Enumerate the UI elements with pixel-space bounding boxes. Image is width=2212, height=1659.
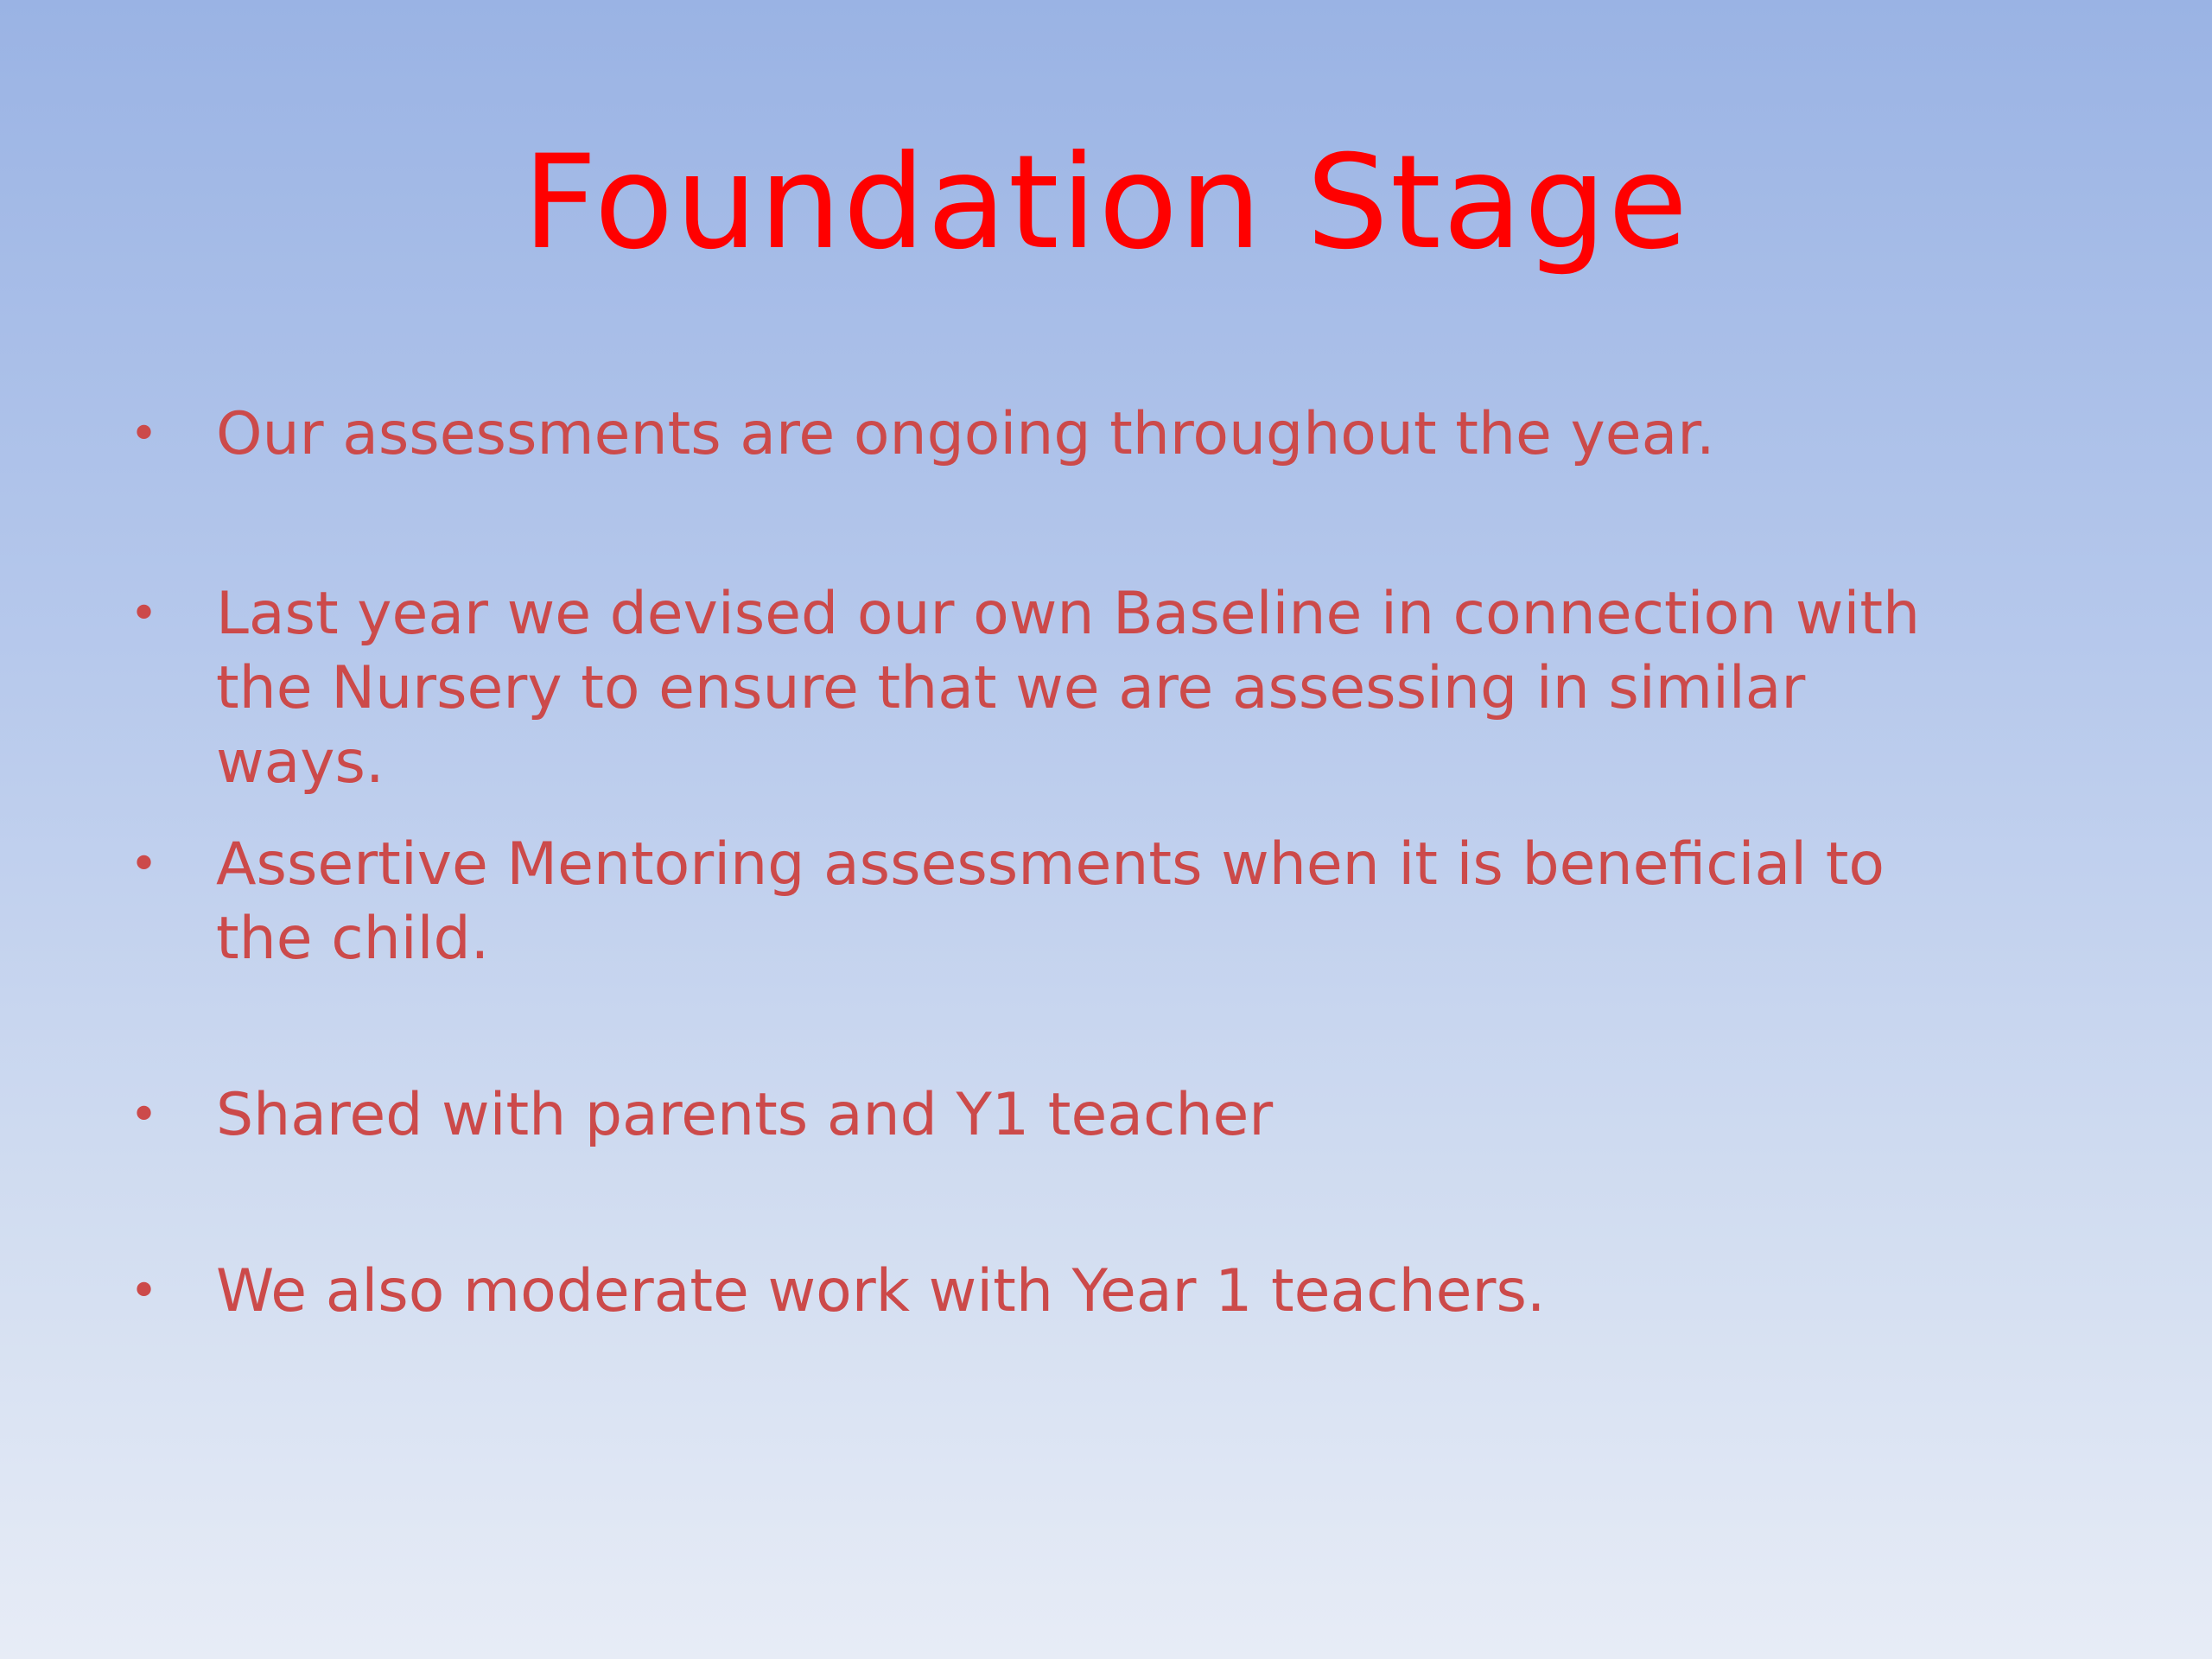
bullet-text: Shared with parents and Y1 teacher <box>216 1081 1274 1149</box>
bullet-icon: • <box>130 1263 159 1319</box>
bullet-icon: • <box>130 406 159 462</box>
bullet-text: We also moderate work with Year 1 teachers. <box>216 1257 1546 1325</box>
bullet-item <box>130 1078 1987 1153</box>
bullet-icon: • <box>130 1087 159 1143</box>
bullet-icon: • <box>130 836 159 893</box>
slide-title: Foundation Stage <box>522 128 1690 278</box>
bullet-text: Last year we devised our own Baseline in connection with the Nursery to ensure that we are assessing in similar ways. <box>216 580 1921 797</box>
bullet-icon: • <box>130 586 159 642</box>
bullet-text: Our assessments are ongoing throughout the year. <box>216 400 1715 468</box>
bullet-item <box>130 397 1987 472</box>
bullet-text: Assertive Mentoring assessments when it is beneficial to the child. <box>216 830 1885 973</box>
bullet-item <box>130 1255 1987 1329</box>
bullet-item <box>130 577 1987 800</box>
bullet-item <box>130 828 1987 976</box>
